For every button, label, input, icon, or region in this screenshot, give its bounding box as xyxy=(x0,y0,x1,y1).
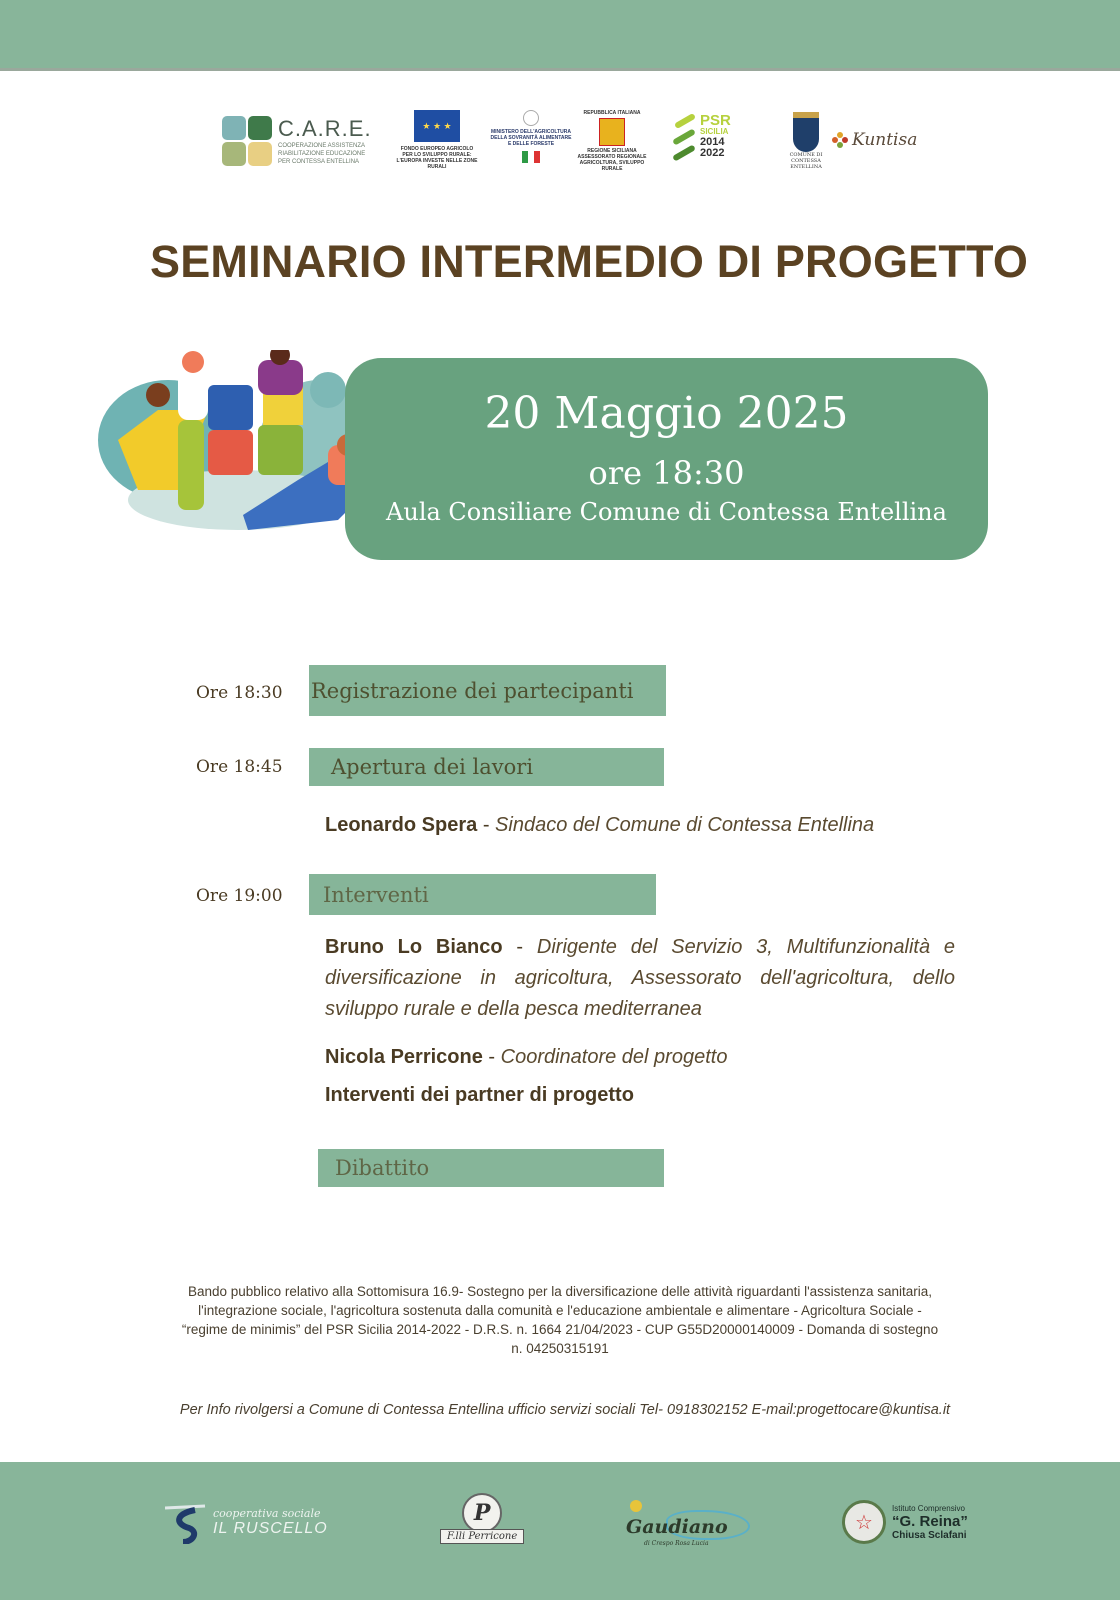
agenda-label: Dibattito xyxy=(335,1156,430,1180)
speaker-opening: Leonardo Spera - Sindaco del Comune di Contessa Entellina xyxy=(325,814,875,836)
agenda-item-opening xyxy=(309,748,664,786)
coat-of-arms-icon xyxy=(793,112,819,152)
page-title: SEMINARIO INTERMEDIO DI PROGETTO xyxy=(150,236,1029,287)
event-details-card xyxy=(345,358,988,560)
event-date: 20 Maggio 2025 xyxy=(484,388,849,439)
p-emblem-icon: P xyxy=(462,1493,502,1533)
flower-icon xyxy=(832,132,848,148)
teamwork-illustration xyxy=(98,350,378,550)
agenda-item-registration xyxy=(309,665,666,716)
star-emblem-icon: ☆ xyxy=(842,1500,886,1544)
speaker-lo-bianco: Bruno Lo Bianco - Dirigente del Servizio 3, Multifunzionalità e diversificazione in agricoltura, Assessorato dell'agricoltura, dello sviluppo rurale e della pesca mediterranea xyxy=(325,936,955,1020)
psr-logo: PSR SICILIA 2014 2022 xyxy=(670,112,731,162)
event-time: ore 18:30 xyxy=(588,454,745,492)
care-logo: C.A.R.E. COOPERAZIONE ASSISTENZA RIABILITAZIONE EDUCAZIONE PER CONTESSA ENTELLINA xyxy=(222,116,372,166)
perricone-logo: P F.lli Perricone xyxy=(440,1493,524,1544)
leaf-icon xyxy=(670,112,700,162)
agenda-item-speeches xyxy=(309,874,656,915)
eu-logo: ★ ★ ★ FONDO EUROPEO AGRICOLO PER LO SVILUPPO RURALE: L'EUROPA INVESTE NELLE ZONE RURALI xyxy=(392,110,482,170)
agenda-time-2: Ore 18:45 xyxy=(196,757,283,777)
gaudiano-logo: Gaudiano di Crespo Rosa Lucia xyxy=(626,1500,750,1550)
funding-disclaimer: Bando pubblico relativo alla Sottomisura 16.9- Sostegno per la diversificazione delle attività riguardanti l'assistenza sanitaria, l'integrazione sociale, l'agricoltura sostenuta dalla comunità e l'educazione ambientale e alimentare - Agricoltura Sociale - “regime de minimis” del PSR Sicilia 2014-2022 - D.R.S. n. 1664 21/04/2023 - CUP G55D20000140009 - Domanda di sostegno n. 04250315191 xyxy=(181,1284,939,1356)
kuntisa-logo: Kuntisa xyxy=(832,130,917,150)
agenda-time-3: Ore 19:00 xyxy=(196,886,283,906)
river-swirl-icon xyxy=(165,1500,209,1544)
trinacria-icon xyxy=(599,118,625,146)
ruscello-logo: cooperativa sociale IL RUSCELLO xyxy=(165,1500,328,1544)
puzzle-icon xyxy=(222,116,272,166)
italian-flag-icon xyxy=(522,151,540,163)
emblem-icon xyxy=(523,110,539,126)
bee-icon xyxy=(630,1500,642,1512)
agenda-label: Apertura dei lavori xyxy=(331,755,534,779)
event-venue: Aula Consiliare Comune di Contessa Entellina xyxy=(386,498,947,526)
eu-flag-icon: ★ ★ ★ xyxy=(414,110,460,142)
speaker-perricone: Nicola Perricone - Coordinatore del progetto xyxy=(325,1046,728,1068)
agenda-time-1: Ore 18:30 xyxy=(196,683,283,703)
top-band xyxy=(0,0,1120,71)
comune-logo: COMUNE DI CONTESSA ENTELLINA xyxy=(776,112,836,170)
care-name: C.A.R.E. xyxy=(278,116,372,141)
agenda-label: Registrazione dei partecipanti xyxy=(311,678,634,703)
ministry-logo: MINISTERO DELL'AGRICOLTURA DELLA SOVRANITÀ ALIMENTARE E DELLE FORESTE xyxy=(488,110,574,163)
sponsor-logos-row xyxy=(0,108,1120,178)
reina-logo: ☆ Istituto Comprensivo “G. Reina” Chiusa Sclafani xyxy=(842,1500,968,1544)
speaker-partners: Interventi dei partner di progetto xyxy=(325,1084,634,1106)
region-logo: REPUBBLICA ITALIANA REGIONE SICILIANA ASSESSORATO REGIONALE AGRICOLTURA, SVILUPPO RURALE xyxy=(577,110,647,172)
people-puzzle-icon xyxy=(98,350,378,550)
agenda-item-debate xyxy=(318,1149,664,1187)
agenda-label: Interventi xyxy=(323,882,429,907)
contact-info: Per Info rivolgersi a Comune di Contessa Entellina ufficio servizi sociali Tel- 0918302152 E-mail:progettocare@kuntisa.it xyxy=(179,1402,951,1418)
